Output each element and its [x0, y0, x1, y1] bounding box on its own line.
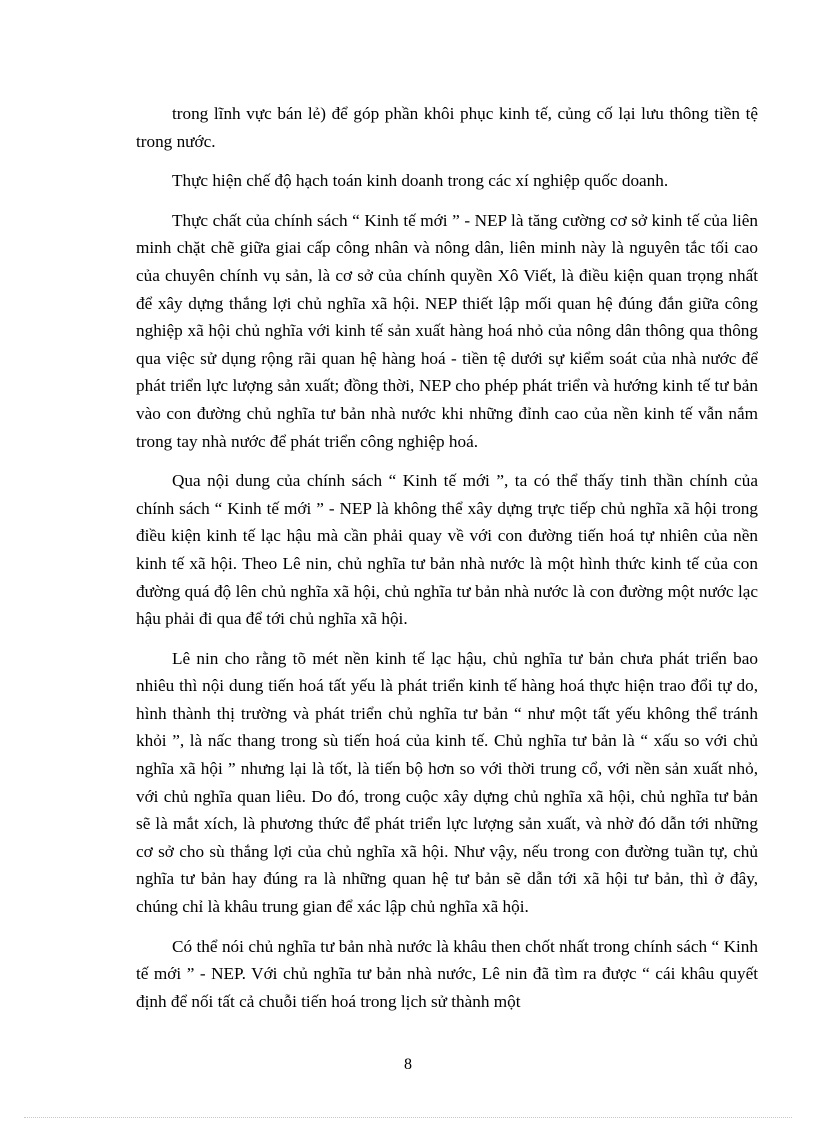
paragraph: Qua nội dung của chính sách “ Kinh tế mới ”, ta có thể thấy tinh thần chính của chính sách “ Kinh tế mới ” - NEP là không thể xây dựng trực tiếp chủ nghĩa xã hội trong điều kiện kinh tế lạc hậu mà cần phải quay về với con đường tiến hoá tự nhiên của nền kinh tế xã hội. Theo Lê nin, chủ nghĩa tư bản nhà nước là một hình thức kinh tế của con đường quá độ lên chủ nghĩa xã hội, chủ nghĩa tư bản nhà nước là con đường một nước lạc hậu phải đi qua để tới chủ nghĩa xã hội. [136, 471, 758, 629]
paragraph: Lê nin cho rằng tõ mét nền kinh tế lạc hậu, chủ nghĩa tư bản chưa phát triển bao nhiêu thì nội dung tiến hoá tất yếu là phát triển kinh tế hàng hoá thực hiện trao đổi tự do, hình thành thị trường và phát triển chủ nghĩa tư bản “ như một tất yếu không thể tránh khỏi ”, là nấc thang trong sù tiến hoá của kinh tế. Chủ nghĩa tư bản là “ xấu so với chủ nghĩa xã hội ” nhưng lại là tốt, là tiến bộ hơn so với thời trung cổ, với nền sản xuất nhỏ, với chủ nghĩa quan liêu. Do đó, trong cuộc xây dựng chủ nghĩa xã hội, chủ nghĩa tư bản sẽ là mắt xích, là phương thức để phát triển lực lượng sản xuất, và nhờ đó dẫn tới những cơ sở cho sù thắng lợi của chủ nghĩa xã hội. Như vậy, nếu trong con đường tuần tự, chủ nghĩa tư bản hay đúng ra là những quan hệ tư bản sẽ dẫn tới xã hội tư bản, thì ở đây, chúng chỉ là khâu trung gian để xác lập chủ nghĩa xã hội. [136, 648, 758, 917]
page-divider [24, 1117, 792, 1118]
body-text [136, 100, 758, 1015]
paragraph: Thực hiện chế độ hạch toán kinh doanh trong các xí nghiệp quốc doanh. [172, 171, 669, 191]
paragraph: trong lĩnh vực bán lẻ) để góp phần khôi phục kinh tế, củng cố lại lưu thông tiền tệ trong nước. [136, 104, 758, 151]
page-number: 8 [404, 1056, 412, 1073]
paragraph: Có thể nói chủ nghĩa tư bản nhà nước là khâu then chốt nhất trong chính sách “ Kinh tế mới ” - NEP. Với chủ nghĩa tư bản nhà nước, Lê nin đã tìm ra được “ cái khâu quyết định để nối tất cả chuỗi tiến hoá trong lịch sử thành một [136, 936, 758, 1011]
paragraph: Thực chất của chính sách “ Kinh tế mới ” - NEP là tăng cường cơ sở kinh tế của liên minh chặt chẽ giữa giai cấp công nhân và nông dân, liên minh này là nguyên tắc tối cao của chuyên chính vụ sản, là cơ sở của chính quyền Xô Viết, là điều kiện quan trọng nhất để xây dựng thắng lợi chủ nghĩa xã hội. NEP thiết lập mối quan hệ đúng đắn giữa công nghiệp xã hội chủ nghĩa với kinh tế sản xuất hàng hoá nhỏ của nông dân thông qua thông qua việc sử dụng rộng rãi quan hệ hàng hoá - tiền tệ dưới sự kiểm soát của nhà nước để phát triển lực lượng sản xuất; đồng thời, NEP cho phép phát triển và hướng kinh tế tư bản vào con đường chủ nghĩa tư bản nhà nước khi những đỉnh cao của nền kinh tế vẫn nắm trong tay nhà nước để phát triển công nghiệp hoá. [136, 210, 758, 451]
